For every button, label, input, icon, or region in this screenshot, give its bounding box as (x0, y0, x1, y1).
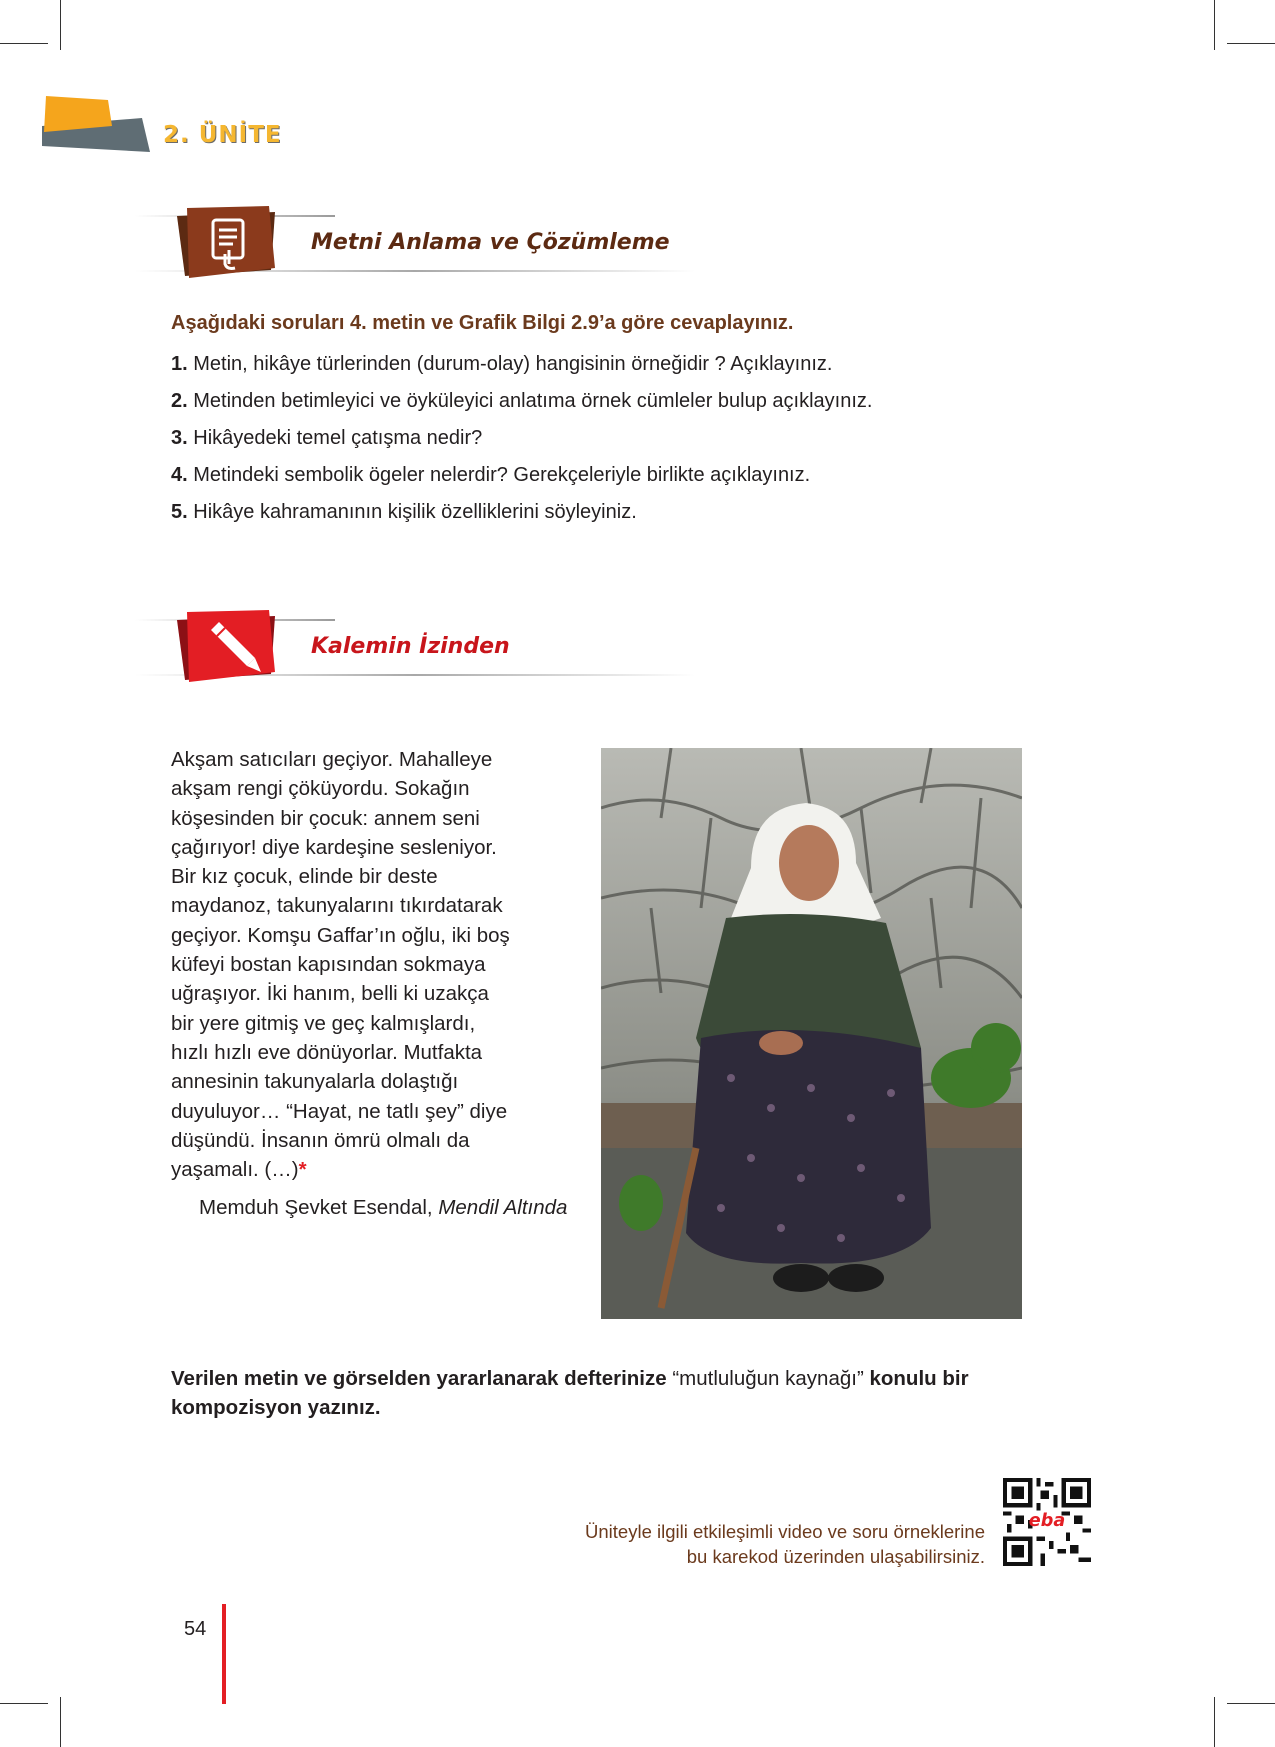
elderly-woman-photo (601, 748, 1022, 1319)
crop-mark (1227, 1703, 1275, 1704)
crop-mark (0, 43, 48, 44)
section-header-kalemin-izinden (135, 610, 695, 686)
instruction-text: Aşağıdaki soruları 4. metin ve Grafik Bilgi 2.9’a göre cevaplayınız. (171, 312, 794, 334)
unit-tab-graphic (42, 96, 152, 152)
section-badge (175, 610, 279, 686)
unit-label: 2. ÜNİTE (163, 122, 282, 148)
crop-mark (1214, 1697, 1215, 1747)
crop-mark (1214, 0, 1215, 50)
section-badge (175, 206, 279, 282)
crop-mark (60, 0, 61, 50)
question-item: 1. Metin, hikâye türlerinden (durum-olay) hangisinin örneğidir ? Açıklayınız. (171, 353, 833, 375)
question-item: 4. Metindeki sembolik ögeler nelerdir? Gerekçeleriyle birlikte açıklayınız. (171, 464, 811, 486)
question-item: 2. Metinden betimleyici ve öyküleyici anlatıma örnek cümleler bulup açıklayınız. (171, 390, 873, 412)
footnote-mark: * (298, 1158, 307, 1182)
section-title: Kalemin İzinden (311, 634, 510, 659)
eba-logo: eba (1028, 1510, 1066, 1531)
page-number-bar (222, 1604, 226, 1704)
writing-task: Verilen metin ve görselden yararlanarak defterinize “mutluluğun kaynağı” konulu bir kompozisyon yazınız. (171, 1367, 969, 1419)
story-passage: Akşam satıcıları geçiyor. Mahalleye akşam rengi çöküyordu. Sokağın köşesinden bir çocuk: annem seni çağırıyor! diye kardeşine sesleniyor. Bir kız çocuk, elinde bir deste maydanoz, takunyalarını tıkırdatarak geçiyor. Komşu Gaffar’ın oğlu, iki boş küfeyi bostan kapısından sokmaya uğraşıyor. İki hanım, belli ki uzakça bir yere gitmiş ve geç kalmışlardı, hızlı hızlı eve dönüyorlar. Mutfakta annesinin takunyalarla dolaştığı duyuluyor… “Hayat, ne tatlı şey” diye düşündü. İnsanın ömrü olmalı da yaşamalı. (…)* (171, 748, 510, 1182)
section-title: Metni Anlama ve Çözümleme (311, 230, 670, 255)
crop-mark (60, 1697, 61, 1747)
question-list (171, 346, 872, 531)
attribution: Memduh Şevket Esendal, Mendil Altında (199, 1196, 568, 1219)
qr-caption: Üniteyle ilgili etkileşimli video ve soru örneklerine bu karekod üzerinden ulaşabilirsiniz. (585, 1521, 985, 1567)
crop-mark (0, 1703, 48, 1704)
section-header-metni-anlama (135, 206, 695, 282)
question-item: 5. Hikâye kahramanının kişilik özelliklerini söyleyiniz. (171, 501, 637, 523)
crop-mark (1227, 43, 1275, 44)
page-number: 54 (184, 1618, 207, 1640)
qr-code[interactable] (1003, 1478, 1091, 1566)
question-item: 3. Hikâyedeki temel çatışma nedir? (171, 427, 483, 449)
